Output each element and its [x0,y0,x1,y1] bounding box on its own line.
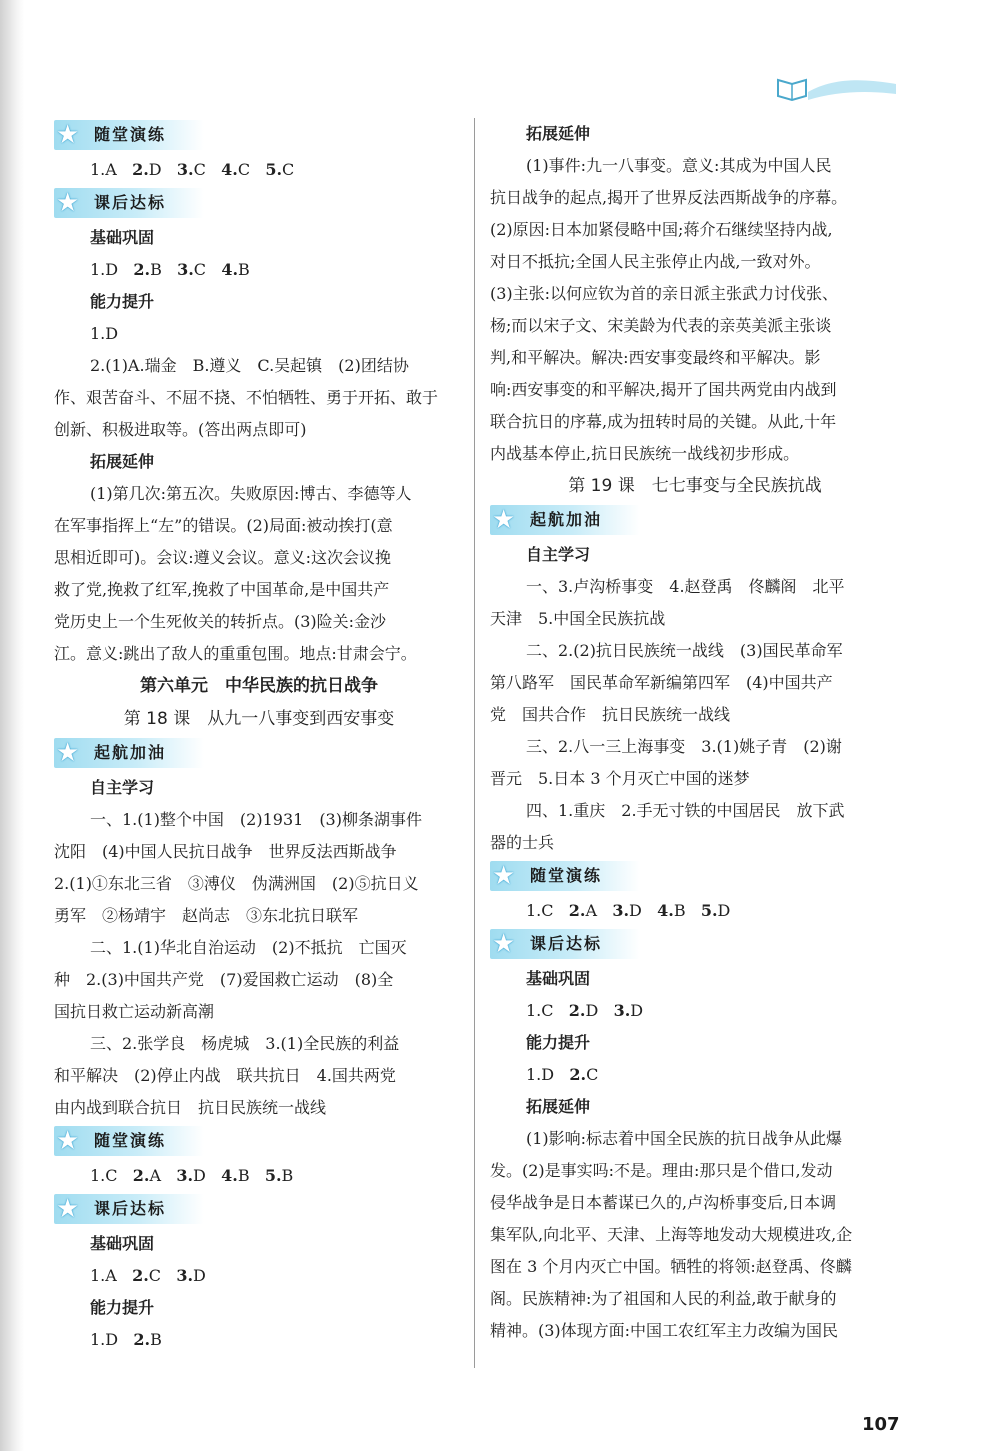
star-icon: ★ [492,505,516,535]
text-line: 勇军 ②杨靖宇 赵尚志 ③东北抗日联军 [54,906,359,925]
text-line: 种 2.(3)中国共产党 (7)爱国救亡运动 (8)全 [54,970,394,989]
text-line: 江。意义:跳出了敌人的重重包围。地点:甘肃会宁。 [54,644,417,663]
section-header-warmup: ★ 起航加油 [490,505,640,535]
text-line: 作、艰苦奋斗、不屈不挠、不怕牺牲、勇于开拓、敢于 [54,388,439,407]
text-line: 判,和平解决。解决:西安事变最终和平解决。影 [490,348,821,367]
text-line: 天津 5.中国全民族抗战 [490,609,666,628]
text-line: 一、3.卢沟桥事变 4.赵登禹 佟麟阁 北平 [526,577,845,596]
text-line: 图在 3 个月内灭亡中国。牺牲的将领:赵登禹、佟麟 [490,1257,852,1276]
text-line: (1)事件:九一八事变。意义:其成为中国人民 [526,156,832,175]
subheading-basic: 基础巩固 [90,228,155,247]
subheading-extend: 拓展延伸 [90,452,155,471]
text-line: 一、1.(1)整个中国 (2)1931 (3)柳条湖事件 [90,810,422,829]
lesson-heading: 第 19 课 七七事变与全民族抗战 [568,476,822,496]
text-line: 2.(1)A.瑞金 B.遵义 C.吴起镇 (2)团结协 [90,356,409,375]
subheading-ability: 能力提升 [90,292,155,311]
text-line: 和平解决 (2)停止内战 联共抗日 4.国共两党 [54,1066,396,1085]
answer-row: 1.C 2.A 3.D 4.B 5.D [526,901,731,920]
text-line: 四、1.重庆 2.手无寸铁的中国居民 放下武 [526,801,845,820]
star-icon: ★ [492,861,516,891]
star-icon: ★ [492,929,516,959]
text-line: 联合抗日的序幕,成为扭转时局的关键。从此,十年 [490,412,837,431]
text-line: 发。(2)是事实吗:不是。理由:那只是个借口,发动 [490,1161,833,1180]
text-line: (3)主张:以何应钦为首的亲日派主张武力讨伐张、 [490,284,839,303]
section-header-after-class: ★ 课后达标 [54,188,204,218]
answer-row: 1.D 2.C [526,1065,599,1084]
text-line: 二、2.(2)抗日民族统一战线 (3)国民革命军 [526,641,843,660]
text-line: 沈阳 (4)中国人民抗日战争 世界反法西斯战争 [54,842,397,861]
section-header-after-class: ★ 课后达标 [54,1194,204,1224]
text-line: 思相近即可)。会议:遵义会议。意义:这次会议挽 [54,548,392,567]
section-header-practice: ★ 随堂演练 [54,120,204,150]
text-line: 第八路军 国民革命军新编第四军 (4)中国共产 [490,673,833,692]
answer-row: 1.C 2.D 3.D [526,1001,644,1020]
text-line: 救了党,挽救了红军,挽救了中国革命,是中国共产 [54,580,390,599]
answer-row: 1.D 2.B [90,1330,162,1349]
star-icon: ★ [56,120,80,150]
subheading-extend: 拓展延伸 [526,124,591,143]
subheading-self-study: 自主学习 [90,778,155,797]
section-header-after-class: ★ 课后达标 [490,929,640,959]
text-line: 晋元 5.日本 3 个月灭亡中国的迷梦 [490,769,750,788]
answer-row: 1.C 2.A 3.D 4.B 5.B [90,1166,294,1185]
star-icon: ★ [56,188,80,218]
subheading-basic: 基础巩固 [526,969,591,988]
text-line: (2)原因:日本加紧侵略中国;蒋介石继续坚持内战, [490,220,833,239]
text-line: 响:西安事变的和平解决,揭开了国共两党由内战到 [490,380,837,399]
subheading-ability: 能力提升 [526,1033,591,1052]
text-line: 集军队,向北平、天津、上海等地发动大规模进攻,企 [490,1225,853,1244]
text-line: 杨;而以宋子文、宋美龄为代表的亲英美派主张谈 [490,316,832,335]
star-icon: ★ [56,1126,80,1156]
text-line: 国抗日救亡运动新高潮 [54,1002,215,1021]
answer-row: 1.D 2.B 3.C 4.B [90,260,250,279]
right-column [490,118,900,1347]
section-header-warmup: ★ 起航加油 [54,738,204,768]
text-line: 阁。民族精神:为了祖国和人民的利益,敢于献身的 [490,1289,837,1308]
column-divider [474,118,475,1368]
text-line: 精神。(3)体现方面:中国工农红军主力改编为国民 [490,1321,839,1340]
text-line: 内战基本停止,抗日民族统一战线初步形成。 [490,444,800,463]
unit-heading: 第六单元 中华民族的抗日战争 [140,676,378,696]
text-line: 1.D [90,324,119,343]
text-line: 对日不抵抗;全国人民主张停止内战,一致对外。 [490,252,821,271]
text-line: 三、2.张学良 杨虎城 3.(1)全民族的利益 [90,1034,400,1053]
answer-row: 1.A 2.D 3.C 4.C 5.C [90,160,295,179]
subheading-ability: 能力提升 [90,1298,155,1317]
text-line: 三、2.八一三上海事变 3.(1)姚子青 (2)谢 [526,737,842,756]
text-line: 2.(1)①东北三省 ③溥仪 伪满洲国 (2)⑤抗日义 [54,874,419,893]
section-header-practice: ★ 随堂演练 [54,1126,204,1156]
subheading-basic: 基础巩固 [90,1234,155,1253]
text-line: 二、1.(1)华北自治运动 (2)不抵抗 亡国灭 [90,938,407,957]
subheading-self-study: 自主学习 [526,545,591,564]
star-icon: ★ [56,1194,80,1224]
answer-row: 1.A 2.C 3.D [90,1266,206,1285]
text-line: 侵华战争是日本蓄谋已久的,卢沟桥事变后,日本调 [490,1193,837,1212]
left-column [54,118,464,1356]
text-line: 创新、积极进取等。(答出两点即可) [54,420,307,439]
section-header-practice: ★ 随堂演练 [490,861,640,891]
page-binding-shadow [0,0,24,1451]
text-line: (1)第几次:第五次。失败原因:博古、李德等人 [90,484,412,503]
text-line: (1)影响:标志着中国全民族的抗日战争从此爆 [526,1129,843,1148]
text-line: 抗日战争的起点,揭开了世界反法西斯战争的序幕。 [490,188,848,207]
text-line: 党 国共合作 抗日民族统一战线 [490,705,731,724]
text-line: 在军事指挥上“左”的错误。(2)局面:被动挨打(意 [54,516,393,535]
text-line: 党历史上一个生死攸关的转折点。(3)险关:金沙 [54,612,387,631]
book-corner-decoration [772,70,900,106]
text-line: 器的士兵 [490,833,555,852]
text-line: 由内战到联合抗日 抗日民族统一战线 [54,1098,327,1117]
lesson-heading: 第 18 课 从九一八事变到西安事变 [123,709,395,729]
star-icon: ★ [56,738,80,768]
subheading-extend: 拓展延伸 [526,1097,591,1116]
page-number: 107 [862,1414,900,1435]
